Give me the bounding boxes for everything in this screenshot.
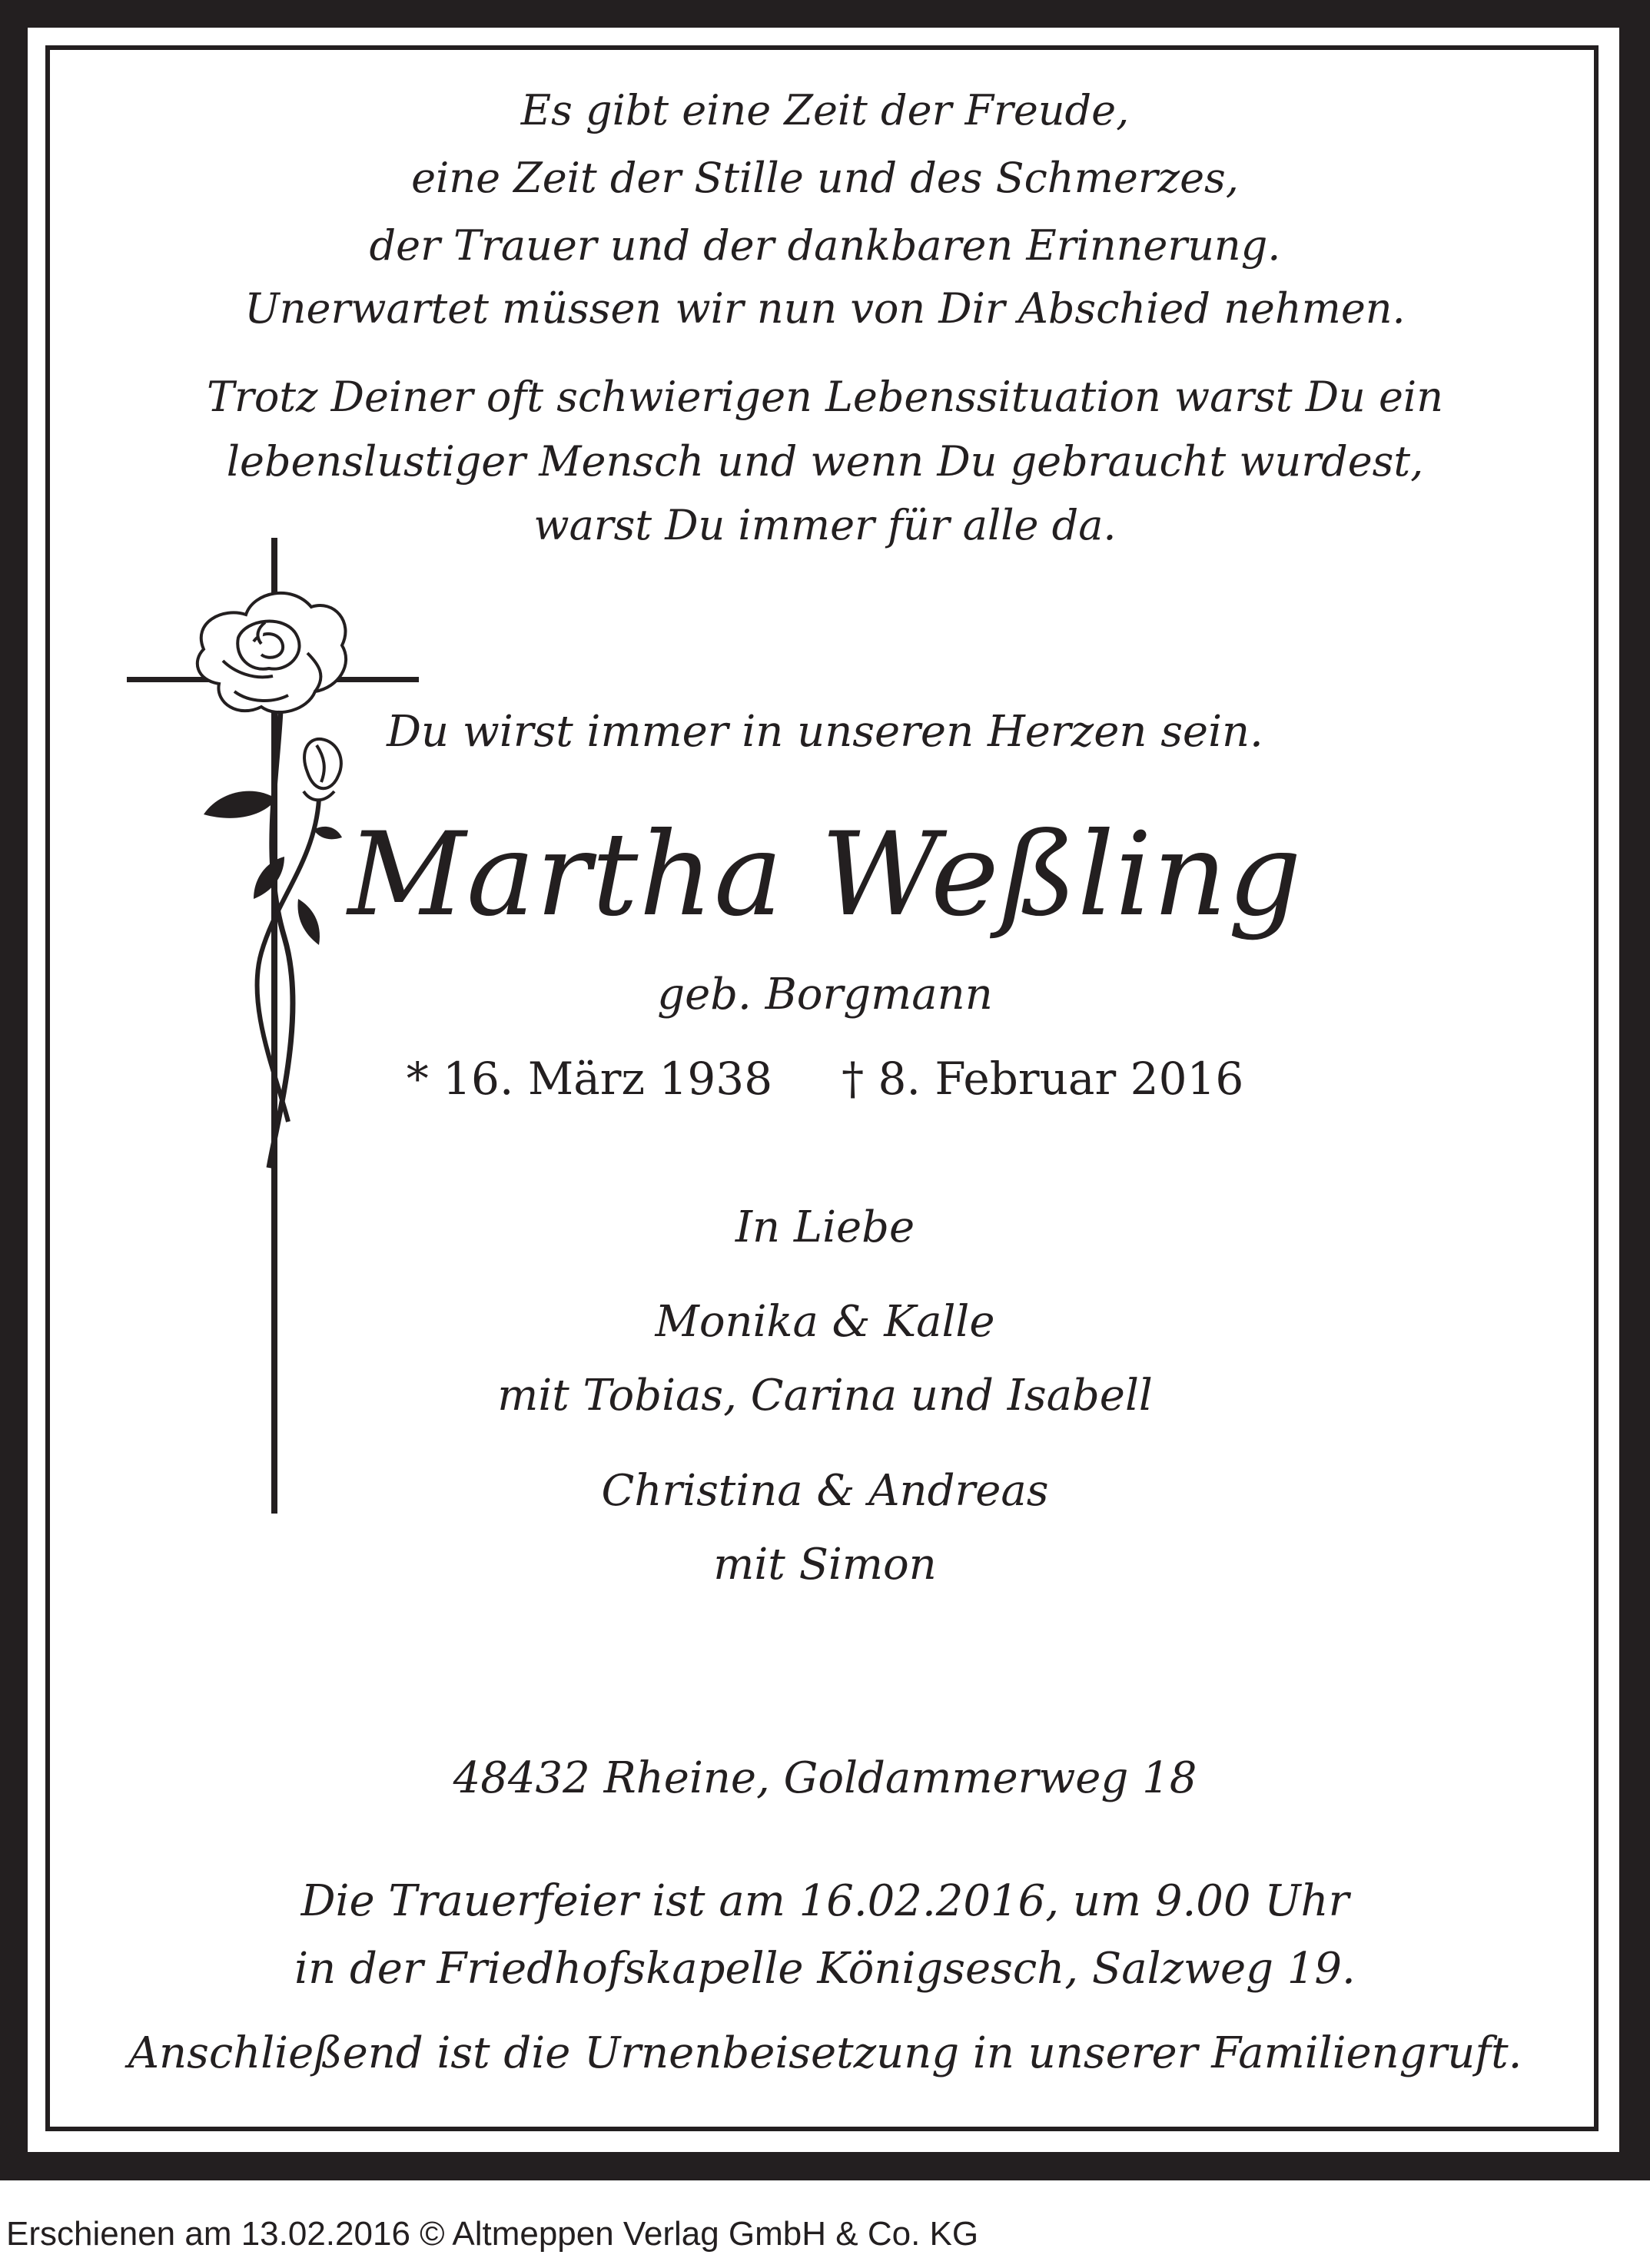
ceremony-line-1: Die Trauerfeier ist am 16.02.2016, um 9.00 Uhr bbox=[300, 1876, 1350, 1926]
death-date: † 8. Februar 2016 bbox=[842, 1053, 1244, 1105]
family-1-line-2: mit Tobias, Carina und Isabell bbox=[497, 1371, 1153, 1421]
ceremony-line-3: Anschließend ist die Urnenbeisetzung in unserer Familiengruft. bbox=[128, 2028, 1522, 2078]
verse-line-3: der Trauer und der dankbaren Erinnerung. bbox=[369, 221, 1281, 270]
motto-line: Du wirst immer in unseren Herzen sein. bbox=[387, 707, 1263, 757]
family-2-line-1: Christina & Andreas bbox=[601, 1466, 1049, 1516]
family-2-line-2: mit Simon bbox=[713, 1540, 937, 1590]
family-1-line-1: Monika & Kalle bbox=[655, 1297, 995, 1347]
verse-line-1: Es gibt eine Zeit der Freude, bbox=[520, 86, 1130, 134]
verse-line-2: eine Zeit der Stille und des Schmerzes, bbox=[411, 154, 1239, 202]
verse-line-6: lebenslustiger Mensch und wenn Du gebraucht wurdest, bbox=[226, 437, 1424, 486]
mourners-intro: In Liebe bbox=[735, 1202, 915, 1252]
verse-line-4: Unerwartet müssen wir nun von Dir Abschied nehmen. bbox=[244, 284, 1406, 333]
birth-name: geb. Borgmann bbox=[657, 970, 993, 1020]
publication-footer: Erschienen am 13.02.2016 © Altmeppen Verlag GmbH & Co. KG bbox=[6, 2215, 979, 2253]
life-dates bbox=[0, 1053, 1650, 1105]
address: 48432 Rheine, Goldammerweg 18 bbox=[453, 1753, 1197, 1803]
deceased-name: Martha Weßling bbox=[347, 808, 1303, 942]
birth-date: * 16. März 1938 bbox=[406, 1053, 773, 1105]
verse-line-7: warst Du immer für alle da. bbox=[533, 501, 1117, 549]
verse-line-5: Trotz Deiner oft schwierigen Lebenssituation warst Du ein bbox=[207, 373, 1443, 421]
ceremony-line-2: in der Friedhofskapelle Königsesch, Salzweg 19. bbox=[294, 1944, 1356, 1994]
